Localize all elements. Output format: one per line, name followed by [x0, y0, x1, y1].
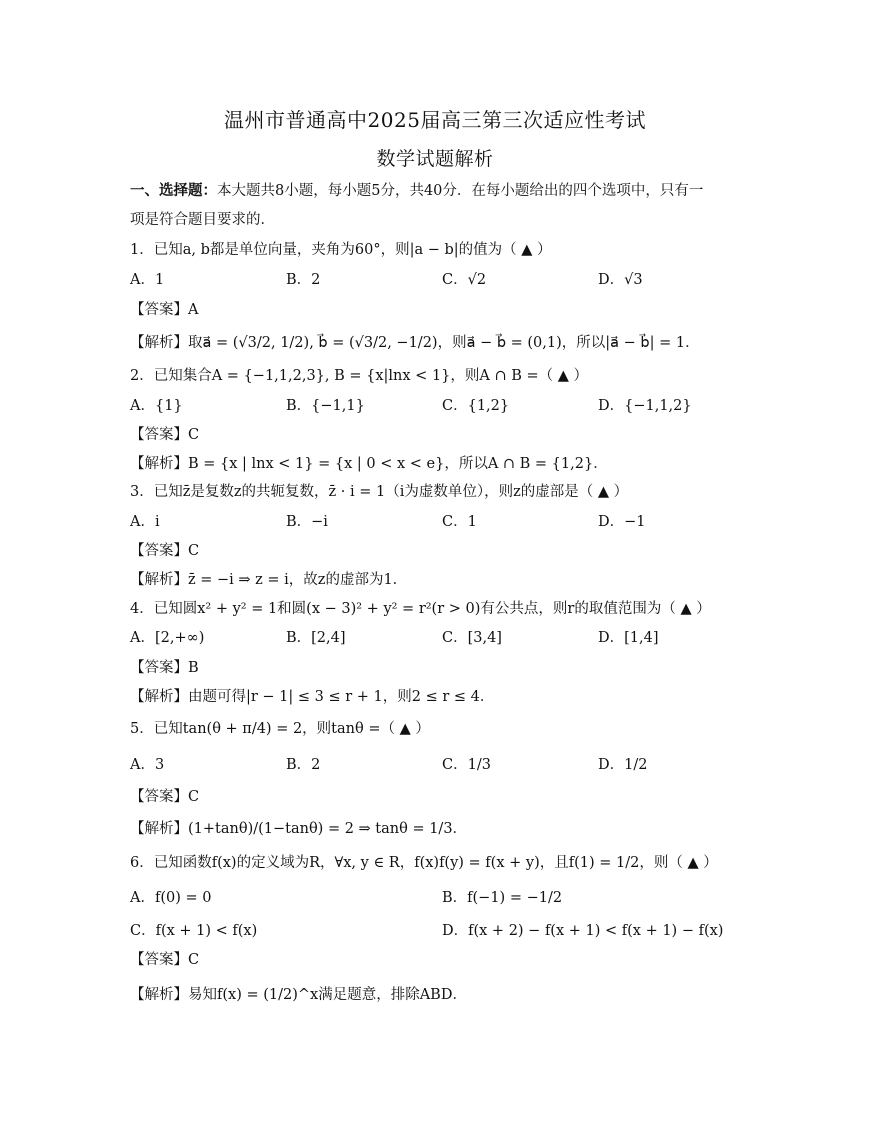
question-stem-1: 1．已知a, b都是单位向量，夹角为60°，则|a − b|的值为（ ▲ ）	[130, 242, 552, 258]
option-4-b: B．[2,4]	[286, 630, 346, 646]
option-5-b: B．2	[286, 757, 321, 773]
option-2-d: D．{−1,1,2}	[598, 398, 692, 414]
option-6-d: D．f(x + 2) − f(x + 1) < f(x + 1) − f(x)	[442, 923, 724, 939]
answer-6: 【答案】C	[130, 952, 200, 968]
question-stem-6: 6．已知函数f(x)的定义域为R，∀x, y ∈ R，f(x)f(y) = f(x + y)，且f(1) = 1/2，则（ ▲ ）	[130, 855, 718, 871]
option-4-c: C．[3,4]	[442, 630, 502, 646]
page-subtitle: 数学试题解析	[376, 148, 494, 170]
section-intro	[130, 181, 703, 201]
analysis-5: 【解析】(1+tanθ)/(1−tanθ) = 2 ⇒ tanθ = 1/3．	[130, 821, 468, 837]
answer-3: 【答案】C	[130, 543, 200, 559]
section-heading: 一、选择题：	[130, 182, 217, 199]
option-6-c: C．f(x + 1) < f(x)	[130, 923, 258, 939]
option-1-b: B．2	[286, 272, 321, 288]
analysis-2: 【解析】B = {x | lnx < 1} = {x | 0 < x < e}，所以A ∩ B = {1,2}．	[130, 456, 608, 472]
option-5-a: A．3	[130, 757, 165, 773]
option-2-b: B．{−1,1}	[286, 398, 365, 414]
page-title: 温州市普通高中2025届高三第三次适应性考试	[224, 108, 646, 132]
analysis-6: 【解析】易知f(x) = (1/2)^x满足题意，排除ABD．	[130, 987, 467, 1003]
option-4-d: D．[1,4]	[598, 630, 659, 646]
analysis-1: 【解析】取a⃗ = (√3/2, 1/2), b⃗ = (√3/2, −1/2)，则a⃗ − b⃗ = (0,1)，所以|a⃗ − b⃗| = 1．	[130, 335, 700, 351]
option-3-b: B．−i	[286, 514, 328, 530]
answer-2: 【答案】C	[130, 427, 200, 443]
option-6-b: B．f(−1) = −1/2	[442, 890, 563, 906]
question-stem-2: 2．已知集合A = {−1,1,2,3}, B = {x|lnx < 1}，则A ∩ B =（ ▲ ）	[130, 368, 589, 384]
option-1-d: D．√3	[598, 272, 643, 288]
option-1-c: C．√2	[442, 272, 487, 288]
answer-1: 【答案】A	[130, 302, 199, 318]
option-3-c: C．1	[442, 514, 477, 530]
option-3-d: D．−1	[598, 514, 646, 530]
option-2-a: A．{1}	[130, 398, 183, 414]
answer-5: 【答案】C	[130, 789, 200, 805]
option-5-d: D．1/2	[598, 757, 648, 773]
option-1-a: A．1	[130, 272, 165, 288]
option-5-c: C．1/3	[442, 757, 491, 773]
section-intro-continued: 项是符合题目要求的．	[130, 212, 275, 228]
option-6-a: A．f(0) = 0	[130, 890, 212, 906]
analysis-3: 【解析】z̄ = −i ⇒ z = i，故z的虚部为1．	[130, 572, 408, 588]
question-stem-5: 5．已知tan(θ + π/4) = 2，则tanθ =（ ▲ ）	[130, 721, 430, 737]
question-stem-4: 4．已知圆x² + y² = 1和圆(x − 3)² + y² = r²(r > 0)有公共点，则r的取值范围为（ ▲ ）	[130, 601, 711, 617]
option-2-c: C．{1,2}	[442, 398, 510, 414]
answer-4: 【答案】B	[130, 660, 199, 676]
section-intro-text: 本大题共8小题，每小题5分，共40分．在每小题给出的四个选项中，只有一	[217, 183, 704, 199]
option-4-a: A．[2,+∞)	[130, 630, 205, 646]
question-stem-3: 3．已知z̄是复数z的共轭复数，z̄ · i = 1（i为虚数单位），则z的虚部是（ ▲ ）	[130, 484, 629, 500]
analysis-4: 【解析】由题可得|r − 1| ≤ 3 ≤ r + 1，则2 ≤ r ≤ 4．	[130, 689, 495, 705]
option-3-a: A．i	[130, 514, 160, 530]
